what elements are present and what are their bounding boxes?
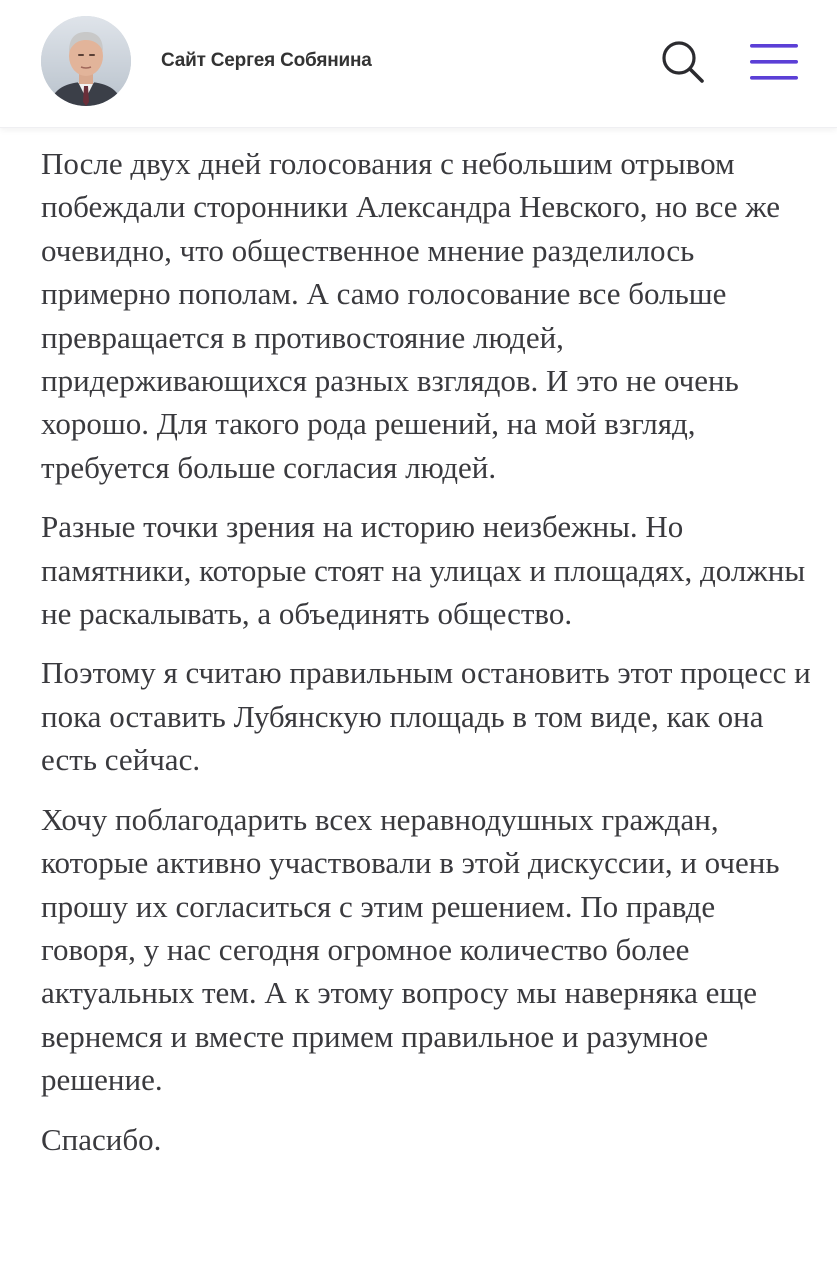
site-title[interactable]: Сайт Сергея Собянина — [161, 50, 372, 71]
menu-button[interactable] — [744, 38, 804, 86]
site-header — [0, 0, 837, 128]
portrait-icon — [41, 16, 131, 106]
hamburger-menu-icon — [744, 38, 804, 86]
paragraph: Разные точки зрения на историю неизбежны. Но памятники, которые стоят на улицах и площадях, должны не раскалывать, а объединять общество. — [41, 509, 806, 632]
search-button[interactable] — [657, 36, 709, 88]
search-icon — [657, 36, 709, 88]
paragraph: После двух дней голосования с небольшим отрывом побеждали сторонники Александра Невского, но все же очевидно, что общественное мнение разделилось примерно пополам. А само голосование все больше превращается в противостояние людей, придерживающихся разных взглядов. И это не очень хорошо. Для такого рода решений, на мой взгляд, требуется больше согласия людей. — [41, 146, 780, 485]
paragraph: Хочу поблагодарить всех неравнодушных граждан, которые активно участвовали в этой дискуссии, и очень прошу их согласиться с этим решением. По правде говоря, у нас сегодня огромное количество более актуальных тем. А к этому вопросу мы наверняка еще вернемся и вместе примем правильное и разумное решение. — [41, 801, 780, 1098]
article-body — [41, 142, 811, 1177]
paragraph: Поэтому я считаю правильным остановить этот процесс и пока оставить Лубянскую площадь в том виде, как она есть сейчас. — [41, 655, 811, 778]
paragraph: Спасибо. — [41, 1121, 162, 1157]
avatar[interactable] — [41, 16, 131, 106]
